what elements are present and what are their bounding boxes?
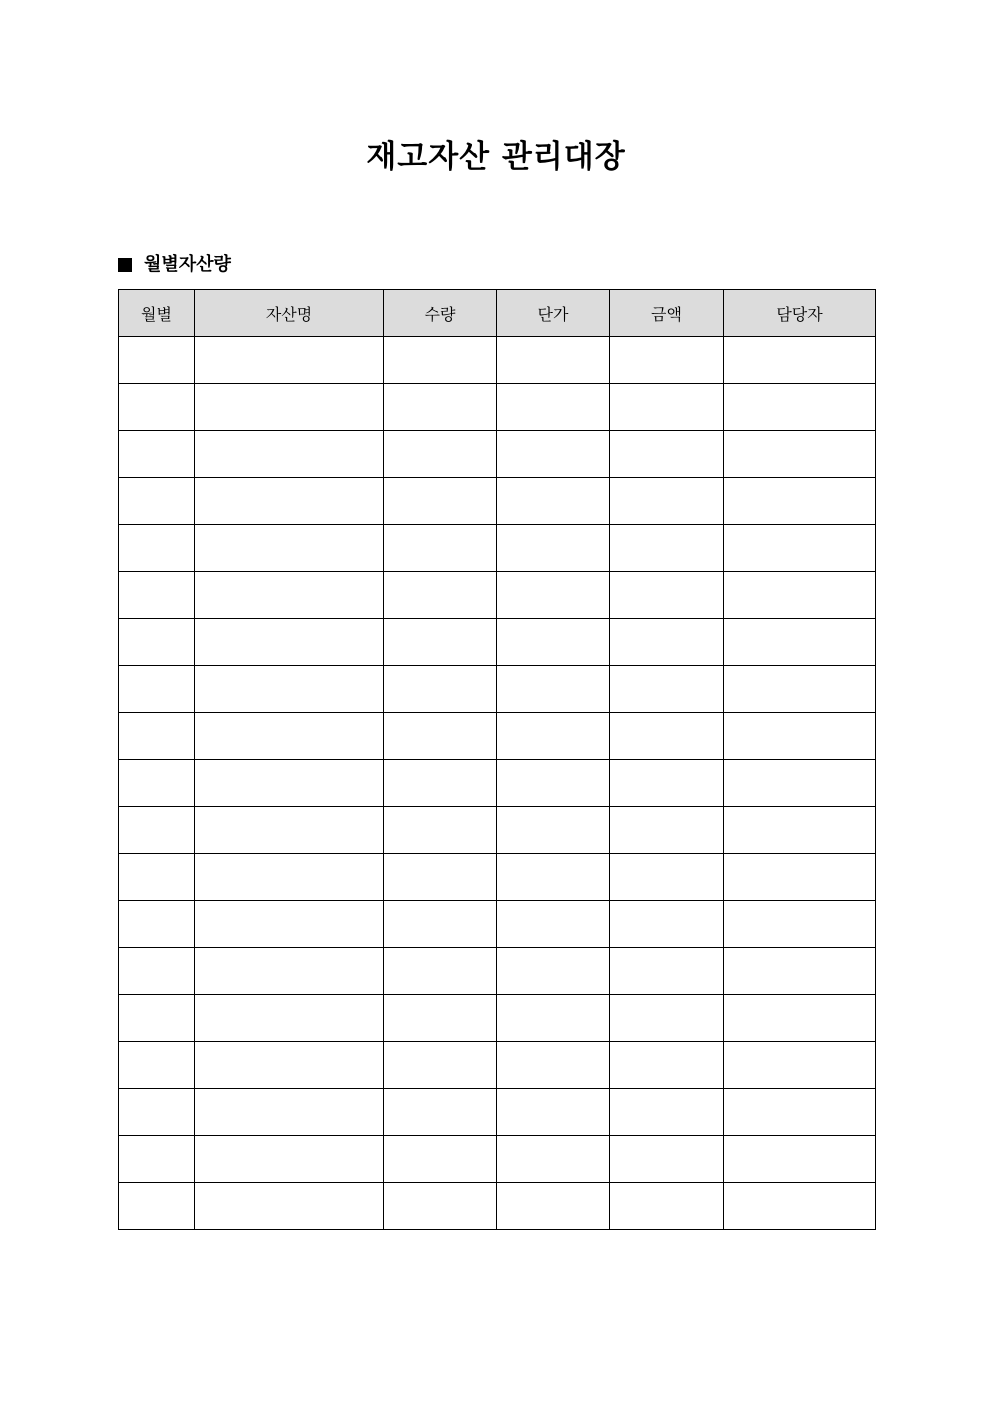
table-row bbox=[119, 1136, 876, 1183]
table-cell[interactable] bbox=[497, 1042, 610, 1089]
table-body bbox=[119, 337, 876, 1230]
table-cell[interactable] bbox=[610, 1183, 724, 1230]
table-cell[interactable] bbox=[384, 431, 497, 478]
table-cell[interactable] bbox=[119, 760, 195, 807]
table-cell[interactable] bbox=[610, 1089, 724, 1136]
table-cell[interactable] bbox=[384, 807, 497, 854]
table-row bbox=[119, 854, 876, 901]
table-cell[interactable] bbox=[119, 1042, 195, 1089]
table-cell[interactable] bbox=[195, 384, 384, 431]
table-row bbox=[119, 1089, 876, 1136]
table-cell[interactable] bbox=[497, 337, 610, 384]
table-row bbox=[119, 995, 876, 1042]
table-cell[interactable] bbox=[195, 478, 384, 525]
table-cell[interactable] bbox=[195, 995, 384, 1042]
table-cell[interactable] bbox=[610, 525, 724, 572]
table-cell[interactable] bbox=[195, 948, 384, 995]
table-cell[interactable] bbox=[497, 713, 610, 760]
table-cell[interactable] bbox=[195, 854, 384, 901]
column-header-month: 월별 bbox=[119, 290, 195, 337]
table-cell[interactable] bbox=[497, 1136, 610, 1183]
table-cell[interactable] bbox=[119, 431, 195, 478]
table-row bbox=[119, 431, 876, 478]
table-cell[interactable] bbox=[610, 995, 724, 1042]
table-cell[interactable] bbox=[119, 525, 195, 572]
table-cell[interactable] bbox=[610, 1136, 724, 1183]
table-cell[interactable] bbox=[119, 713, 195, 760]
column-header-manager: 담당자 bbox=[724, 290, 876, 337]
table-cell[interactable] bbox=[724, 760, 876, 807]
table-cell[interactable] bbox=[724, 713, 876, 760]
table-row bbox=[119, 337, 876, 384]
table-cell[interactable] bbox=[497, 431, 610, 478]
table-cell[interactable] bbox=[384, 760, 497, 807]
table-cell[interactable] bbox=[610, 807, 724, 854]
table-cell[interactable] bbox=[195, 525, 384, 572]
table-cell[interactable] bbox=[497, 948, 610, 995]
table-cell[interactable] bbox=[119, 1089, 195, 1136]
table-cell[interactable] bbox=[384, 1042, 497, 1089]
table-cell[interactable] bbox=[195, 1042, 384, 1089]
table-cell[interactable] bbox=[724, 1136, 876, 1183]
table-cell[interactable] bbox=[724, 337, 876, 384]
table-cell[interactable] bbox=[724, 1042, 876, 1089]
table-row bbox=[119, 525, 876, 572]
table-cell[interactable] bbox=[119, 807, 195, 854]
table-header-row bbox=[119, 290, 876, 337]
table-cell[interactable] bbox=[610, 431, 724, 478]
column-header-asset-name: 자산명 bbox=[195, 290, 384, 337]
table-cell[interactable] bbox=[384, 384, 497, 431]
column-header-unit-price: 단가 bbox=[497, 290, 610, 337]
table-cell[interactable] bbox=[724, 525, 876, 572]
table-cell[interactable] bbox=[119, 619, 195, 666]
black-square-icon bbox=[118, 258, 132, 272]
table-cell[interactable] bbox=[384, 1136, 497, 1183]
table-cell[interactable] bbox=[724, 1183, 876, 1230]
table-cell[interactable] bbox=[497, 666, 610, 713]
table-row bbox=[119, 478, 876, 525]
table-cell[interactable] bbox=[724, 384, 876, 431]
table-cell[interactable] bbox=[384, 948, 497, 995]
table-cell[interactable] bbox=[119, 384, 195, 431]
table-cell[interactable] bbox=[724, 948, 876, 995]
page-title: 재고자산 관리대장 bbox=[366, 139, 626, 175]
table-cell[interactable] bbox=[610, 619, 724, 666]
table-cell[interactable] bbox=[724, 478, 876, 525]
table-cell[interactable] bbox=[610, 713, 724, 760]
table-cell[interactable] bbox=[384, 854, 497, 901]
table-cell[interactable] bbox=[384, 337, 497, 384]
table-cell[interactable] bbox=[610, 478, 724, 525]
table-cell[interactable] bbox=[119, 1183, 195, 1230]
table-cell[interactable] bbox=[119, 666, 195, 713]
table-cell[interactable] bbox=[497, 807, 610, 854]
table-cell[interactable] bbox=[119, 1136, 195, 1183]
table-cell[interactable] bbox=[384, 995, 497, 1042]
table-row bbox=[119, 948, 876, 995]
table-cell[interactable] bbox=[497, 1183, 610, 1230]
table-row bbox=[119, 666, 876, 713]
column-header-quantity: 수량 bbox=[384, 290, 497, 337]
table-row bbox=[119, 1042, 876, 1089]
table-cell[interactable] bbox=[119, 948, 195, 995]
section-heading-label: 월별자산량 bbox=[144, 254, 231, 275]
table-cell[interactable] bbox=[195, 1089, 384, 1136]
table-cell[interactable] bbox=[497, 384, 610, 431]
table-cell[interactable] bbox=[384, 666, 497, 713]
table-cell[interactable] bbox=[497, 760, 610, 807]
table-cell[interactable] bbox=[384, 478, 497, 525]
table-cell[interactable] bbox=[724, 1089, 876, 1136]
table-cell[interactable] bbox=[497, 525, 610, 572]
column-header-amount: 금액 bbox=[610, 290, 724, 337]
table-row bbox=[119, 760, 876, 807]
table-cell[interactable] bbox=[610, 337, 724, 384]
table-cell[interactable] bbox=[195, 1136, 384, 1183]
table-cell[interactable] bbox=[610, 1042, 724, 1089]
table-cell[interactable] bbox=[724, 619, 876, 666]
table-cell[interactable] bbox=[195, 337, 384, 384]
table-cell[interactable] bbox=[610, 901, 724, 948]
table-cell[interactable] bbox=[610, 384, 724, 431]
table-cell[interactable] bbox=[119, 572, 195, 619]
table-cell[interactable] bbox=[195, 619, 384, 666]
inventory-ledger-table bbox=[118, 289, 876, 1230]
table-cell[interactable] bbox=[497, 995, 610, 1042]
table-cell[interactable] bbox=[195, 807, 384, 854]
table-cell[interactable] bbox=[195, 713, 384, 760]
table-cell[interactable] bbox=[384, 901, 497, 948]
table-cell[interactable] bbox=[195, 1183, 384, 1230]
table-cell[interactable] bbox=[119, 478, 195, 525]
table-cell[interactable] bbox=[119, 901, 195, 948]
section-heading bbox=[118, 252, 231, 278]
table-row bbox=[119, 1183, 876, 1230]
table-cell[interactable] bbox=[119, 995, 195, 1042]
table-row bbox=[119, 619, 876, 666]
table-cell[interactable] bbox=[384, 713, 497, 760]
table-cell[interactable] bbox=[724, 572, 876, 619]
table-row bbox=[119, 384, 876, 431]
table-cell[interactable] bbox=[195, 760, 384, 807]
table-cell[interactable] bbox=[384, 572, 497, 619]
table-cell[interactable] bbox=[724, 854, 876, 901]
table-cell[interactable] bbox=[497, 1089, 610, 1136]
table-cell[interactable] bbox=[724, 901, 876, 948]
table-cell[interactable] bbox=[610, 666, 724, 713]
table-cell[interactable] bbox=[610, 948, 724, 995]
table-cell[interactable] bbox=[497, 854, 610, 901]
table-cell[interactable] bbox=[119, 337, 195, 384]
table-cell[interactable] bbox=[497, 901, 610, 948]
table-cell[interactable] bbox=[119, 854, 195, 901]
table-row bbox=[119, 901, 876, 948]
table-cell[interactable] bbox=[195, 572, 384, 619]
table-cell[interactable] bbox=[724, 666, 876, 713]
table-row bbox=[119, 572, 876, 619]
table-cell[interactable] bbox=[610, 572, 724, 619]
table-cell[interactable] bbox=[610, 854, 724, 901]
table-cell[interactable] bbox=[497, 619, 610, 666]
table-cell[interactable] bbox=[384, 1183, 497, 1230]
table-cell[interactable] bbox=[195, 901, 384, 948]
table-cell[interactable] bbox=[497, 572, 610, 619]
table-row bbox=[119, 807, 876, 854]
table-cell[interactable] bbox=[384, 1089, 497, 1136]
table-cell[interactable] bbox=[497, 478, 610, 525]
table-cell[interactable] bbox=[724, 807, 876, 854]
table-cell[interactable] bbox=[724, 431, 876, 478]
table-cell[interactable] bbox=[610, 760, 724, 807]
table-cell[interactable] bbox=[384, 525, 497, 572]
table-cell[interactable] bbox=[384, 619, 497, 666]
table-cell[interactable] bbox=[724, 995, 876, 1042]
table-cell[interactable] bbox=[195, 666, 384, 713]
table-row bbox=[119, 713, 876, 760]
table-cell[interactable] bbox=[195, 431, 384, 478]
